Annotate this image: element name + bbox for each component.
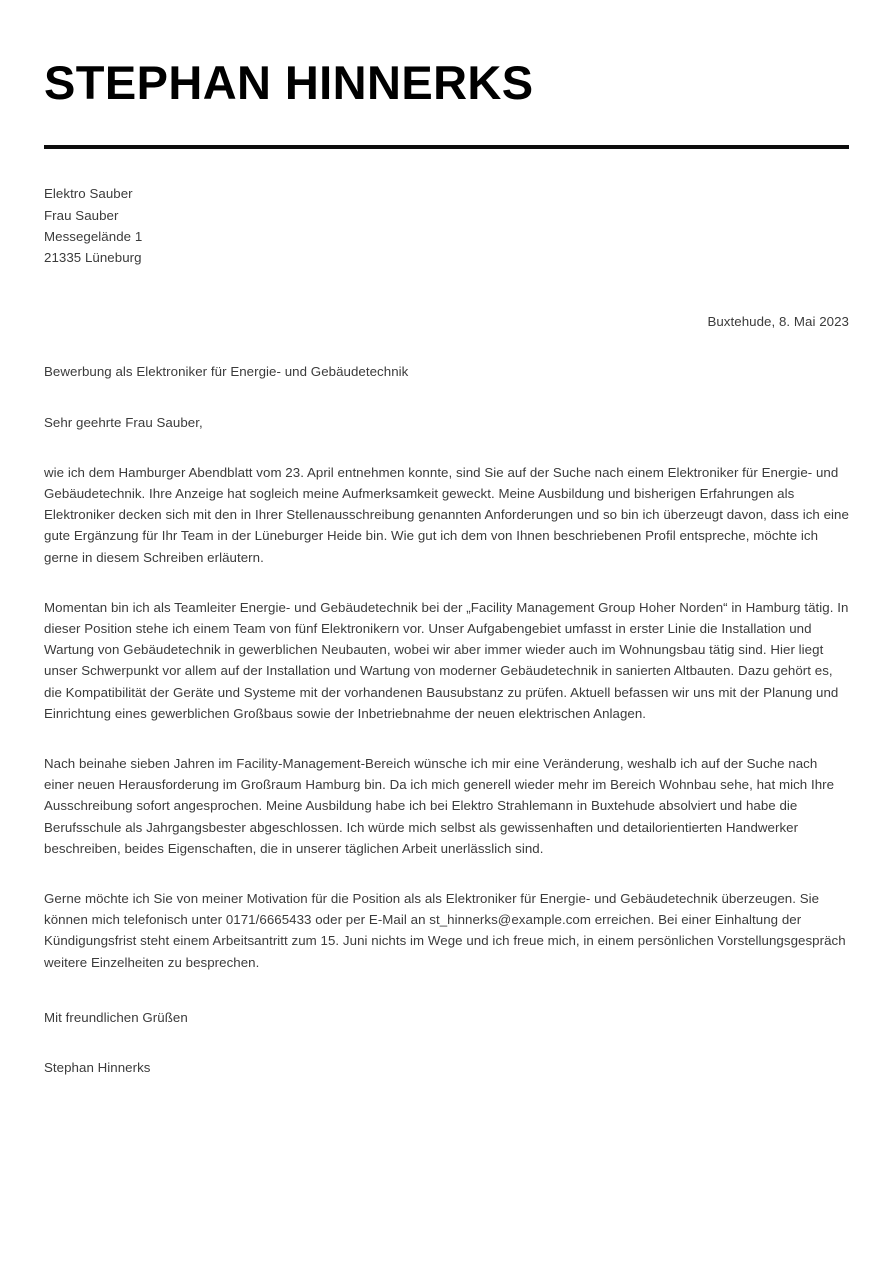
signature-name: Stephan Hinnerks (44, 1060, 151, 1076)
body-paragraph: wie ich dem Hamburger Abendblatt vom 23. April entnehmen konnte, sind Sie auf der Suche nach einem Elektroniker für Energie- und Gebäudetechnik. Ihre Anzeige hat sogleich meine Aufmerksamkeit geweckt. Meine Ausbildung und bisherigen Erfahrungen als Elektroniker decken sich mit den in Ihrer Stellenausschreibung genannten Anforderungen und so bin ich überzeugt davon, dass ich eine gute Ergänzung für Ihr Team in der Lüneburger Heide bin. Wie gut ich dem von Ihnen beschriebenen Profil entspreche, möchte ich gerne in diesem Schreiben erläutern. (44, 464, 849, 565)
recipient-line: Frau Sauber (44, 207, 119, 223)
header-divider (44, 145, 849, 149)
recipient-address-block (44, 183, 849, 268)
body-paragraph: Gerne möchte ich Sie von meiner Motivation für die Position als als Elektroniker für Energie- und Gebäudetechnik überzeugen. Sie können mich telefonisch unter 0171/6665433 oder per E-Mail an st_hinnerks@example.com erreichen. Bei einer Einhaltung der Kündigungsfrist steht einem Arbeitsantritt zum 15. Juni nichts im Wege und ich freue mich, in einem persönlichen Vorstellungsgespräch weitere Einzelheiten zu besprechen. (44, 891, 846, 970)
date-line: Buxtehude, 8. Mai 2023 (707, 314, 849, 330)
letter-body (44, 183, 849, 1078)
recipient-line: Messegelände 1 (44, 228, 143, 244)
recipient-line: 21335 Lüneburg (44, 249, 142, 265)
salutation: Sehr geehrte Frau Sauber, (44, 414, 203, 430)
subject-line: Bewerbung als Elektroniker für Energie- und Gebäudetechnik (44, 364, 409, 380)
letter-content (44, 0, 849, 1078)
page-title: STEPHAN HINNERKS (44, 56, 534, 109)
recipient-line: Elektro Sauber (44, 186, 133, 202)
letter-header (44, 0, 849, 149)
body-paragraph: Nach beinahe sieben Jahren im Facility-Management-Bereich wünsche ich mir eine Veränderung, weshalb ich auf der Suche nach einer neuen Herausforderung im Großraum Hamburg bin. Da ich mich generell wieder mehr im Bereich Wohnbau sehe, hat mich Ihre Ausschreibung sofort angesprochen. Meine Ausbildung habe ich bei Elektro Strahlemann in Buxtehude absolviert und habe die Berufsschule als Jahrgangsbester abgeschlossen. Ich würde mich selbst als gewissenhaften und detailorientierten Handwerker beschreiben, beides Eigenschaften, die in unserer täglichen Arbeit unerlässlich sind. (44, 756, 835, 856)
closing-phrase: Mit freundlichen Grüßen (44, 1009, 188, 1025)
body-paragraph: Momentan bin ich als Teamleiter Energie- und Gebäudetechnik bei der „Facility Management Group Hoher Norden“ in Hamburg tätig. In dieser Position stehe ich einem Team von fünf Elektronikern vor. Unser Aufgabengebiet umfasst in erster Linie die Installation und Wartung von Gebäudetechnik in gewerblichen Neubauten, wobei wir aber immer wieder auch im Wohnungsbau tätig sind. Hier liegt unser Schwerpunkt vor allem auf der Installation und Wartung von moderner Gebäudetechnik in sanierten Altbauten. Dazu gehört es, die Kompatibilität der Geräte und Systeme mit der vorhandenen Bausubstanz zu prüfen. Aktuell befassen wir uns mit der Planung und Einrichtung eines gewerblichen Großbaus sowie der Inbetriebnahme der neuen elektrischen Anlagen. (44, 599, 849, 721)
